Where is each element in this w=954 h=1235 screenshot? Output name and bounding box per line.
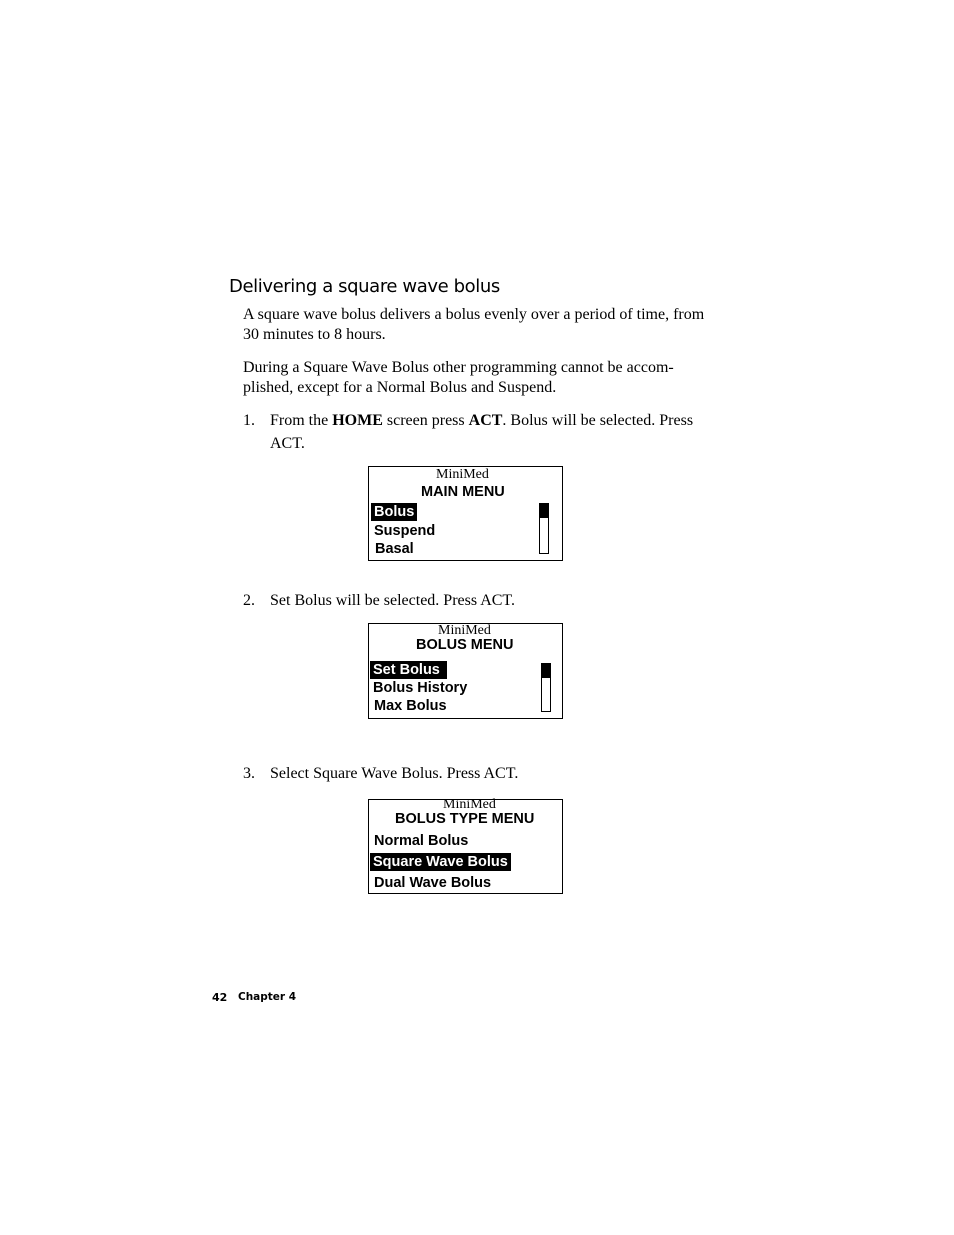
- step-text: Select Square Wave Bolus. Press ACT.: [270, 765, 519, 782]
- step-text: From the HOME screen press ACT. Bolus will be selected. Press ACT.: [270, 412, 694, 452]
- page-number: 42: [212, 991, 228, 1004]
- menu-item-max-bolus: Max Bolus: [374, 698, 447, 714]
- menu-item-bolus: Bolus: [371, 503, 417, 521]
- step-2: [243, 589, 723, 612]
- scrollbar: [539, 503, 549, 554]
- menu-item-dual-wave-bolus: Dual Wave Bolus: [374, 875, 492, 891]
- scrollbar-thumb: [540, 504, 548, 518]
- menu-item-square-wave-bolus: Square Wave Bolus: [370, 853, 511, 871]
- step-number: 2.: [243, 592, 255, 609]
- screen-brand: MiniMed: [438, 623, 491, 638]
- chapter-label: Chapter 4: [238, 991, 297, 1003]
- section-heading: Delivering a square wave bolus: [229, 276, 500, 297]
- pump-screen-main-menu: [368, 466, 563, 561]
- menu-item-suspend: Suspend: [374, 523, 436, 539]
- screen-brand: MiniMed: [436, 467, 489, 482]
- step-1: [243, 409, 723, 455]
- menu-item-basal: Basal: [375, 541, 414, 557]
- intro-paragraph: A square wave bolus delivers a bolus evenly over a period of time, from 30 minutes to 8 hours.: [243, 306, 705, 343]
- restriction-paragraph: During a Square Wave Bolus other programming cannot be accom-plished, except for a Normal Bolus and Suspend.: [243, 359, 674, 396]
- screen-title: BOLUS MENU: [416, 637, 514, 653]
- step-3: [243, 762, 723, 785]
- pump-screen-bolus-type-menu: [368, 799, 563, 894]
- screen-brand: MiniMed: [443, 797, 496, 812]
- step-number: 1.: [243, 412, 255, 429]
- menu-item-set-bolus: Set Bolus: [370, 661, 447, 679]
- home-keyword: HOME: [332, 412, 383, 429]
- menu-item-bolus-history: Bolus History: [373, 680, 468, 696]
- scrollbar-thumb: [542, 664, 550, 678]
- act-keyword: ACT: [468, 412, 503, 429]
- screen-title: BOLUS TYPE MENU: [395, 811, 535, 827]
- scrollbar: [541, 663, 551, 712]
- step-number: 3.: [243, 765, 255, 782]
- pump-screen-bolus-menu: [368, 623, 563, 719]
- screen-title: MAIN MENU: [421, 484, 505, 500]
- menu-item-normal-bolus: Normal Bolus: [374, 833, 469, 849]
- step-text: Set Bolus will be selected. Press ACT.: [270, 592, 516, 609]
